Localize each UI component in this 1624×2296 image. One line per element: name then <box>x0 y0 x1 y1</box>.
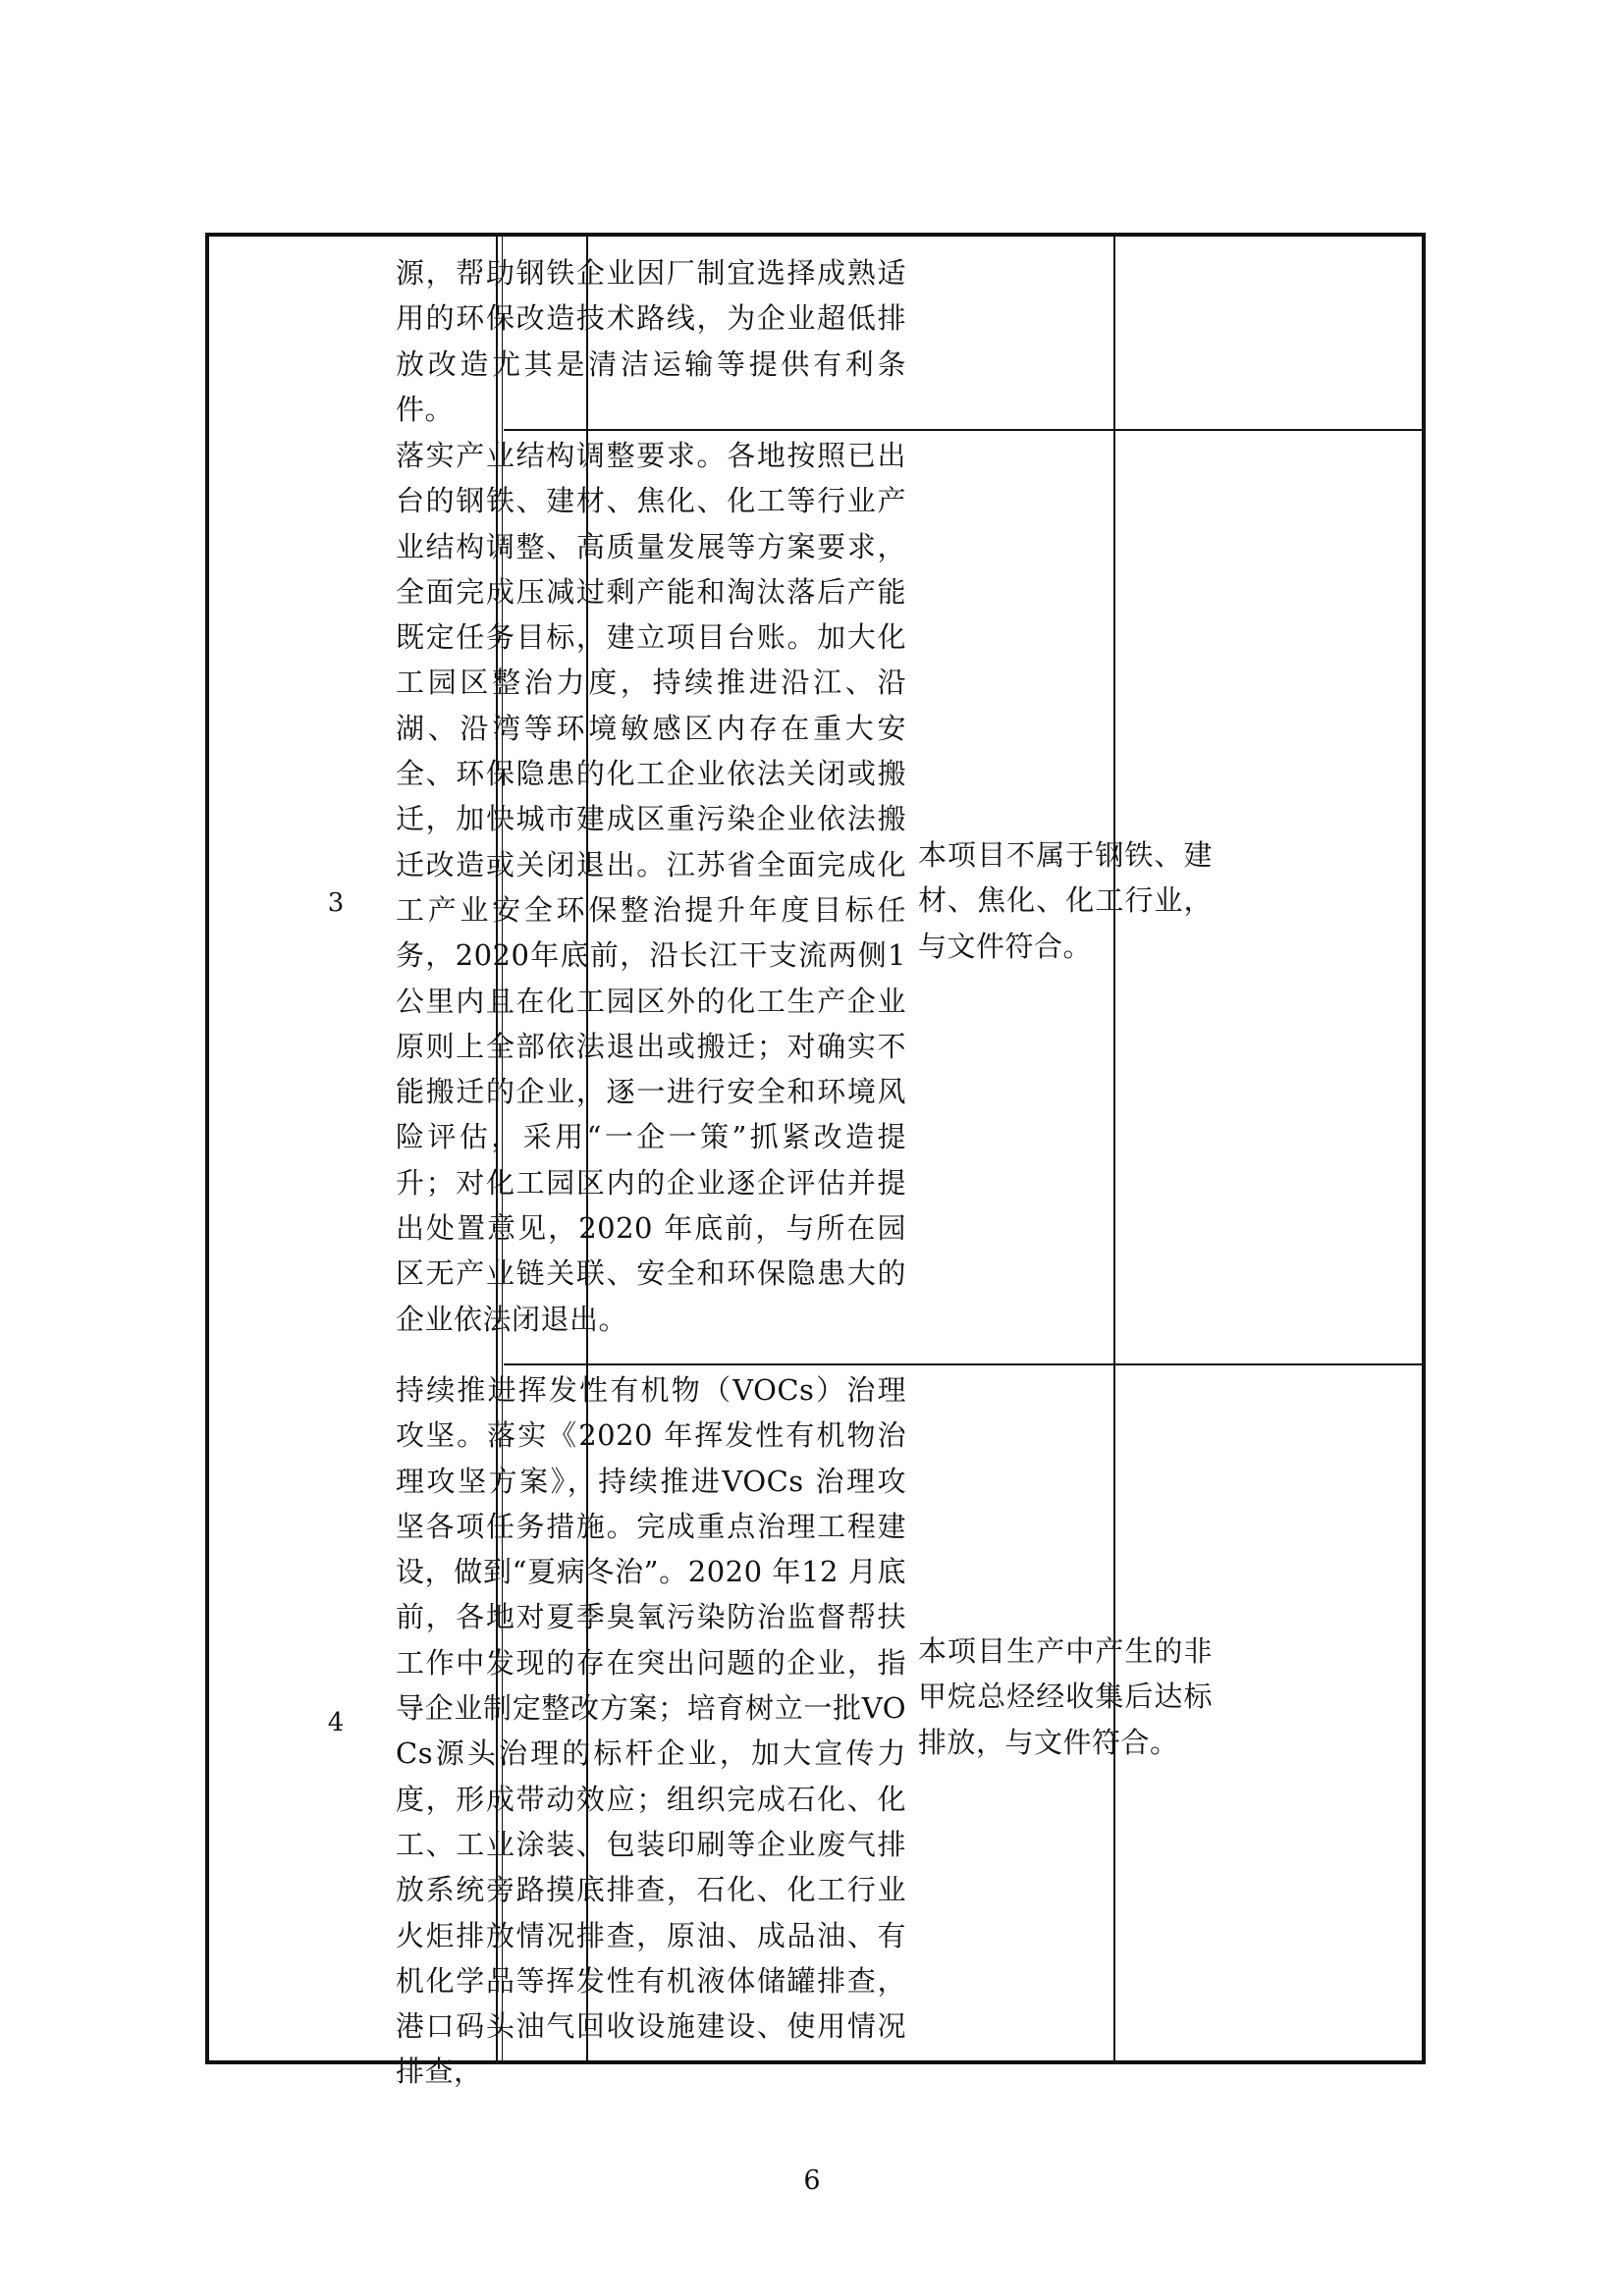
requirement-text-row-3: 落实产业结构调整要求。各地按照已出台的钢铁、建材、焦化、化工等行业产业结构调整、高质量发展等方案要求，全面完成压减过剩产能和淘汰落后产能既定任务目标，建立项目台账。加大化工园区整治力度，持续推进沿江、沿湖、沿湾等环境敏感区内存在重大安全、环保隐患的化工企业依法关闭或搬迁，加快城市建成区重污染企业依法搬迁改造或关闭退出。江苏省全面完成化工产业安全环保整治提升年度目标任务，2020年底前，沿长江干支流两侧1 公里内且在化工园区外的化工生产企业原则上全部依法退出或搬迁；对确实不能搬迁的企业，逐一进行安全和环境风险评估，采用“一企一策”抓紧改造提升；对化工园区内的企业逐企评估并提出处置意见，2020 年底前，与所在园区无产业链关联、安全和环保隐患大的企业依法闭退出。 <box>396 439 916 1336</box>
table-row-divider <box>504 1363 1426 1365</box>
compliance-text-row-3: 本项目不属于钢铁、建材、焦化、化工行业，与文件符合。 <box>918 838 1213 963</box>
row-number-4: 4 <box>327 1708 345 1737</box>
requirement-text-row-4: 持续推进挥发性有机物（VOCs）治理攻坚。落实《2020 年挥发性有机物治理攻坚方案》，持续推进VOCs 治理攻坚各项任务措施。完成重点治理工程建设，做到“夏病冬治”。2020 年12 月底前，各地对夏季臭氧污染防治监督帮扶工作中发现的存在突出问题的企业，指导企业制定整改方案；培育树立一批VOCs源头治理的标杆企业，加大宣传力度，形成带动效应；组织完成石化、化工、工业涂装、包装印刷等企业废气排放系统旁路摸底排查，石化、化工行业火炬排放情况排查，原油、成品油、有机化学品等挥发性有机液体储罐排查，港口码头油气回收设施建设、使用情况排查， <box>396 1373 906 2089</box>
table-column-divider <box>1113 237 1115 2060</box>
requirement-text-row-continued: 源，帮助钢铁企业因厂制宜选择成熟适用的环保改造技术路线，为企业超低排放改造尤其是清洁运输等提供有利条件。 <box>396 256 906 426</box>
compliance-text-row-4: 本项目生产中产生的非甲烷总烃经收集后达标排放，与文件符合。 <box>918 1634 1213 1759</box>
page-number: 6 <box>803 2165 821 2196</box>
row-number-3: 3 <box>327 888 345 918</box>
